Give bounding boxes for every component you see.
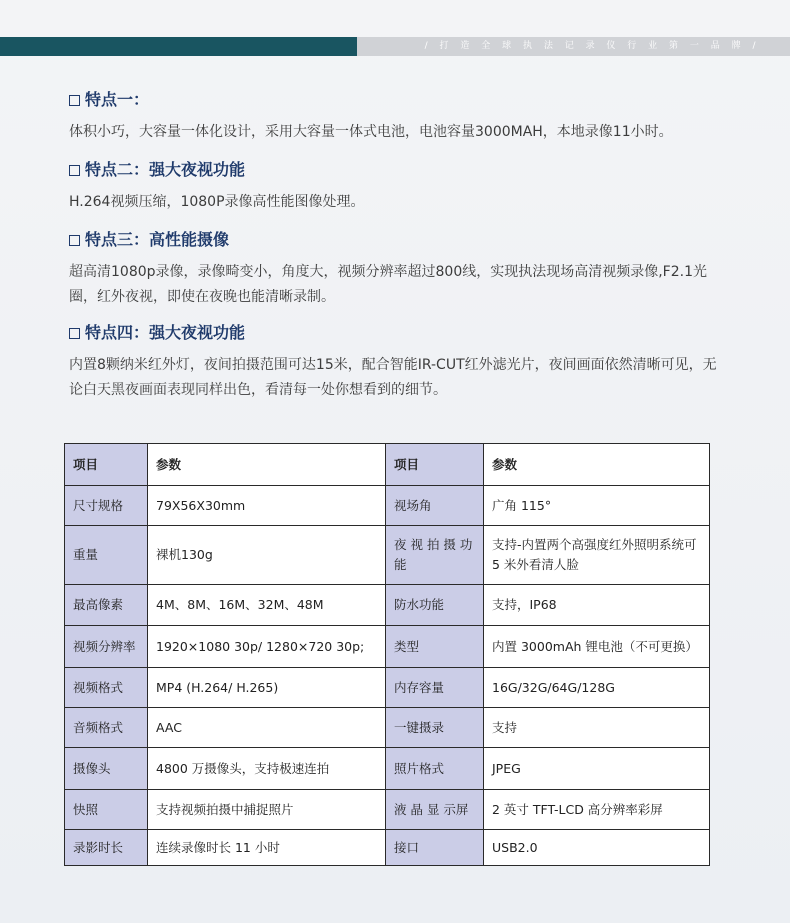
checkbox-square-icon: [69, 328, 80, 339]
checkbox-square-icon: [69, 95, 80, 106]
table-row: [65, 790, 710, 830]
feature-3-text: 超高清1080p录像，录像畸变小，角度大，视频分辨率超过800线，实现执法现场高清视频录像,F2.1光圈，红外夜视，即使在夜晚也能清晰录制。: [69, 264, 708, 305]
checkbox-square-icon: [69, 165, 80, 176]
table-row: [65, 526, 710, 585]
spec-value: 支持，IP68: [484, 585, 710, 626]
spec-label: 内存容量: [386, 668, 484, 708]
spec-value: AAC: [148, 708, 386, 748]
table-row: [65, 708, 710, 748]
spec-value: 支持视频拍摄中捕捉照片: [148, 790, 386, 830]
header-item: 项目: [65, 444, 148, 486]
feature-4: [69, 322, 729, 403]
spec-label: 视频分辨率: [65, 626, 148, 668]
table-row: [65, 830, 710, 866]
header-item-2: 项目: [386, 444, 484, 486]
spec-value: 支持: [484, 708, 710, 748]
spec-value: 支持-内置两个高强度红外照明系统可 5 米外看清人脸: [484, 526, 710, 585]
spec-label: 音频格式: [65, 708, 148, 748]
spec-value: USB2.0: [484, 830, 710, 866]
feature-2: [69, 159, 729, 215]
feature-4-title: 特点四：强大夜视功能: [69, 322, 729, 344]
table-row: [65, 748, 710, 790]
spec-label: 接口: [386, 830, 484, 866]
spec-value: 2 英寸 TFT-LCD 高分辨率彩屏: [484, 790, 710, 830]
spec-label: 液 晶 显 示屏: [386, 790, 484, 830]
spec-value: 内置 3000mAh 锂电池（不可更换）: [484, 626, 710, 668]
checkbox-square-icon: [69, 235, 80, 246]
spec-value: 16G/32G/64G/128G: [484, 668, 710, 708]
spec-label: 最高像素: [65, 585, 148, 626]
banner-slogan: / 打 造 全 球 执 法 记 录 仪 行 业 第 一 品 牌 /: [424, 41, 760, 51]
spec-label: 防水功能: [386, 585, 484, 626]
specs-header-row: [65, 444, 710, 486]
spec-label: 快照: [65, 790, 148, 830]
banner-light-segment: [357, 37, 790, 56]
header-param-2: 参数: [484, 444, 710, 486]
table-row: [65, 486, 710, 526]
spec-label: 视频格式: [65, 668, 148, 708]
spec-label: 类型: [386, 626, 484, 668]
spec-label: 一键摄录: [386, 708, 484, 748]
table-row: [65, 668, 710, 708]
feature-1-text: 体积小巧，大容量一体化设计，采用大容量一体式电池，电池容量3000MAH，本地录像11小时。: [69, 124, 673, 140]
feature-1: [69, 89, 729, 145]
feature-4-text: 内置8颗纳米红外灯，夜间拍摄范围可达15米，配合智能IR-CUT红外滤光片，夜间画面依然清晰可见，无论白天黑夜画面表现同样出色，看清每一处你想看到的细节。: [69, 357, 717, 398]
spec-value: MP4 (H.264/ H.265): [148, 668, 386, 708]
spec-label: 录影时长: [65, 830, 148, 866]
spec-label: 重量: [65, 526, 148, 585]
spec-label: 夜 视 拍 摄 功能: [386, 526, 484, 585]
table-row: [65, 585, 710, 626]
feature-1-title: 特点一：: [69, 89, 729, 111]
spec-label: 照片格式: [386, 748, 484, 790]
spec-value: 连续录像时长 11 小时: [148, 830, 386, 866]
spec-label: 视场角: [386, 486, 484, 526]
spec-value: 广角 115°: [484, 486, 710, 526]
feature-3: [69, 229, 729, 310]
header-param: 参数: [148, 444, 386, 486]
spec-label: 尺寸规格: [65, 486, 148, 526]
spec-value: 79X56X30mm: [148, 486, 386, 526]
specs-table: [64, 443, 710, 866]
top-banner: [0, 37, 790, 56]
spec-value: 1920×1080 30p/ 1280×720 30p;: [148, 626, 386, 668]
banner-dark-segment: [0, 37, 357, 56]
table-row: [65, 626, 710, 668]
spec-value: 4800 万摄像头，支持极速连拍: [148, 748, 386, 790]
spec-label: 摄像头: [65, 748, 148, 790]
spec-value: 裸机130g: [148, 526, 386, 585]
feature-2-text: H.264视频压缩，1080P录像高性能图像处理。: [69, 194, 365, 210]
spec-value: 4M、8M、16M、32M、48M: [148, 585, 386, 626]
feature-3-title: 特点三：高性能摄像: [69, 229, 729, 251]
spec-value: JPEG: [484, 748, 710, 790]
feature-2-title: 特点二：强大夜视功能: [69, 159, 729, 181]
